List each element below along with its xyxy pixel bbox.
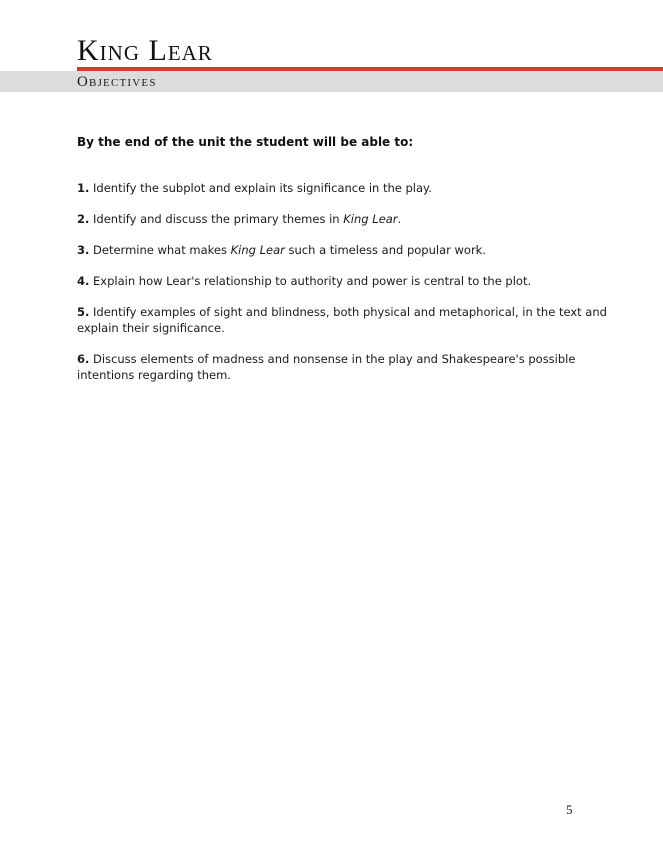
objectives-list — [77, 180, 617, 398]
objective-number: 6. — [77, 352, 90, 366]
objective-text-end: . — [397, 212, 402, 226]
page-title: King Lear — [77, 34, 213, 67]
objective-text: Identify examples of sight and blindness, both physical and metaphorical, in the text and explain their significance. — [77, 305, 607, 335]
objective-item — [77, 351, 617, 383]
objective-item — [77, 304, 617, 336]
objective-number: 2. — [77, 212, 90, 226]
objective-number: 4. — [77, 274, 90, 288]
objective-text: Discuss elements of madness and nonsense in the play and Shakespeare's possible intentions regarding them. — [77, 352, 576, 382]
objective-item — [77, 180, 617, 196]
objective-item — [77, 273, 617, 289]
objective-number: 1. — [77, 181, 90, 195]
objective-text: Explain how Lear's relationship to authority and power is central to the plot. — [89, 274, 532, 288]
objective-text: Identify and discuss the primary themes in — [89, 212, 344, 226]
section-subtitle: Objectives — [77, 74, 157, 90]
page-number: 5 — [566, 802, 573, 817]
objective-item — [77, 242, 617, 258]
objectives-intro: By the end of the unit the student will be able to: — [77, 135, 414, 149]
objective-title-italic: King Lear — [230, 243, 285, 257]
objective-text-end: such a timeless and popular work. — [284, 243, 486, 257]
objective-number: 5. — [77, 305, 90, 319]
objective-title-italic: King Lear — [343, 212, 398, 226]
objective-text: Determine what makes — [89, 243, 231, 257]
objective-number: 3. — [77, 243, 90, 257]
objective-text: Identify the subplot and explain its significance in the play. — [89, 181, 432, 195]
objective-item — [77, 211, 617, 227]
